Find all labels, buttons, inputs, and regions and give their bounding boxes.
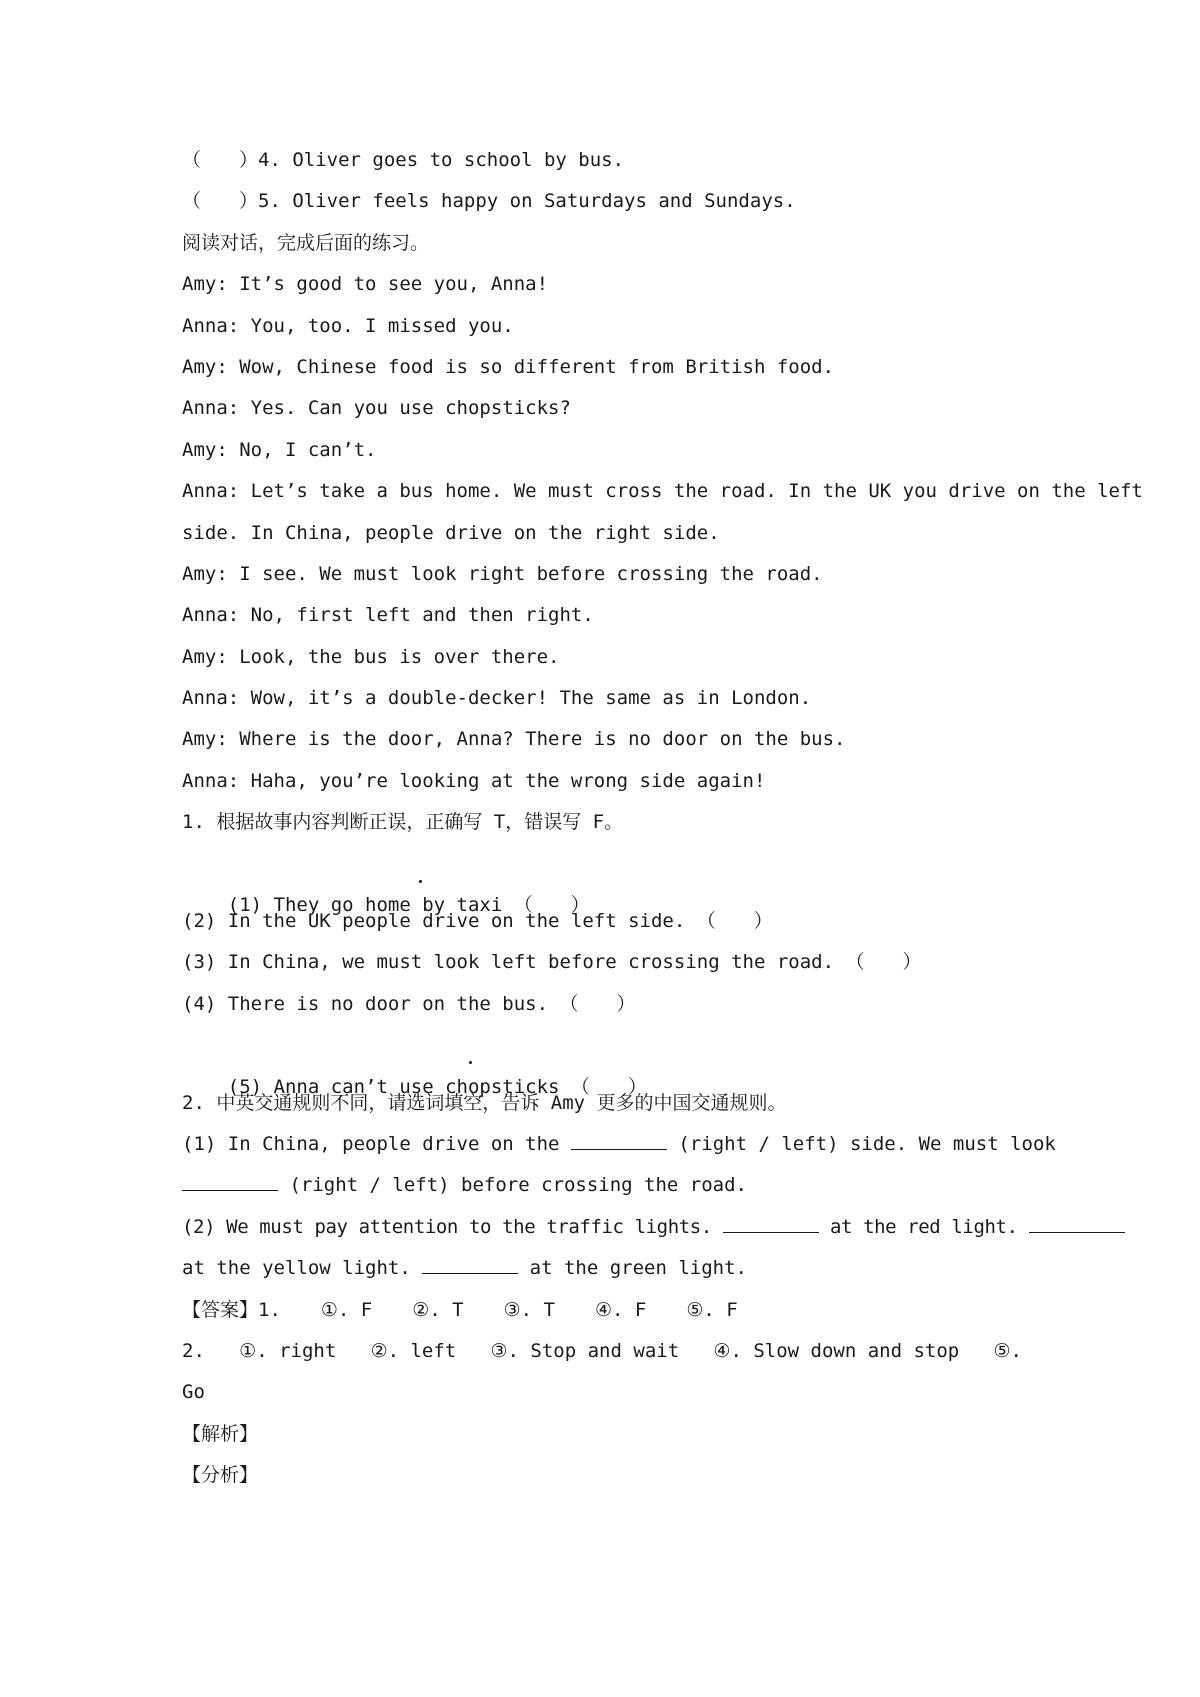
fill-text: (1) In China, people drive on the (182, 1132, 571, 1155)
fill-line-2 (182, 1165, 1028, 1206)
dialogue-line: Anna: No, first left and then right. (182, 604, 594, 627)
answer-label: 2. (182, 1339, 205, 1362)
answer-blank[interactable] (182, 1170, 278, 1191)
answer-line-3: Go (182, 1381, 205, 1404)
dialogue-line: Amy: I see. We must look right before crossing the road. (182, 562, 823, 585)
dialogue-line: Amy: Where is the door, Anna? There is no door on the bus. (182, 728, 846, 751)
answer-line-1 (182, 1290, 1028, 1331)
question-5: （ ）5. Oliver feels happy on Saturdays and Sundays. (182, 190, 796, 213)
dialogue-line: Amy: Look, the bus is over there. (182, 645, 560, 668)
dialogue-line: Amy: Wow, Chinese food is so different from British food. (182, 355, 835, 378)
section-instruction: 阅读对话，完成后面的练习。 (182, 231, 430, 254)
answer-item: ③. Stop and wait (490, 1339, 680, 1362)
dialogue-line: Anna: Yes. Can you use chopsticks? (182, 397, 571, 420)
dialogue-line: Anna: Haha, you’re looking at the wrong side again! (182, 769, 766, 792)
fill-line-4 (182, 1248, 1028, 1289)
fill-text: at the red light. (818, 1215, 1029, 1238)
dialogue-line: Anna: You, too. I missed you. (182, 314, 514, 337)
answer-item: ②. left (370, 1339, 457, 1362)
fill-text: at the green light. (518, 1257, 747, 1280)
analysis-heading: 【解析】 (182, 1422, 259, 1445)
dialogue-line: Amy: No, I can’t. (182, 438, 377, 461)
emphasis-dot (469, 1061, 472, 1064)
tf-item-3: (3) In China, we must look left before crossing the road. （ ） (182, 951, 922, 974)
exercise-2-title: 2. 中英交通规则不同，请选词填空，告诉 Amy 更多的中国交通规则。 (182, 1091, 787, 1114)
fill-line-1 (182, 1124, 1056, 1165)
tf-item-5 (182, 1025, 1028, 1098)
tf-item-4: (4) There is no door on the bus. （ ） (182, 992, 636, 1015)
tf-item-2: (2) In the UK people drive on the left side. （ ） (182, 910, 773, 933)
answer-item: ①. F (320, 1298, 373, 1321)
fill-text: (right / left) before crossing the road. (278, 1174, 747, 1197)
answer-item: ④. Slow down and stop (713, 1339, 960, 1362)
answer-blank[interactable] (723, 1212, 819, 1233)
emphasis-dot (419, 880, 422, 883)
dialogue-line: Anna: Wow, it’s a double-decker! The same as in London. (182, 687, 812, 710)
answer-item: ⑤. (993, 1339, 1022, 1362)
question-4: （ ）4. Oliver goes to school by bus. (182, 149, 625, 171)
dialogue-line: Amy: It’s good to see you, Anna! (182, 273, 549, 296)
analysis-sub-heading: 【分析】 (182, 1464, 259, 1487)
fill-text: at the yellow light. (182, 1257, 423, 1280)
tf-item-5-text: (5) Anna can’t use chopsticks （ ） (227, 1075, 647, 1098)
fill-line-3 (182, 1207, 1028, 1248)
fill-text: (right / left) side. We must look (666, 1132, 1056, 1155)
answer-blank[interactable] (1029, 1212, 1125, 1233)
exercise-1-title: 1. 根据故事内容判断正误，正确写 T，错误写 F。 (182, 811, 624, 834)
answer-item: ⑤. F (686, 1298, 738, 1321)
fill-text: (2) We must pay attention to the traffic lights. (182, 1215, 723, 1238)
answer-item: ③. T (503, 1298, 555, 1321)
answer-item: ①. right (239, 1339, 337, 1362)
dialogue-line: side. In China, people drive on the right side. (182, 521, 720, 544)
dialogue-line: Anna: Let’s take a bus home. We must cross the road. In the UK you drive on the left (182, 480, 1143, 503)
answer-item: ④. F (594, 1298, 647, 1321)
tf-item-1 (182, 844, 1028, 917)
answer-line-2 (182, 1331, 1022, 1372)
answer-blank[interactable] (422, 1253, 518, 1274)
document-page (182, 140, 1143, 1497)
answer-label: 【答案】1. (182, 1298, 281, 1321)
answer-item: ②. T (412, 1298, 464, 1321)
tf-item-1-text: (1) They go home by taxi （ ） (227, 894, 590, 917)
answer-blank[interactable] (571, 1129, 667, 1150)
